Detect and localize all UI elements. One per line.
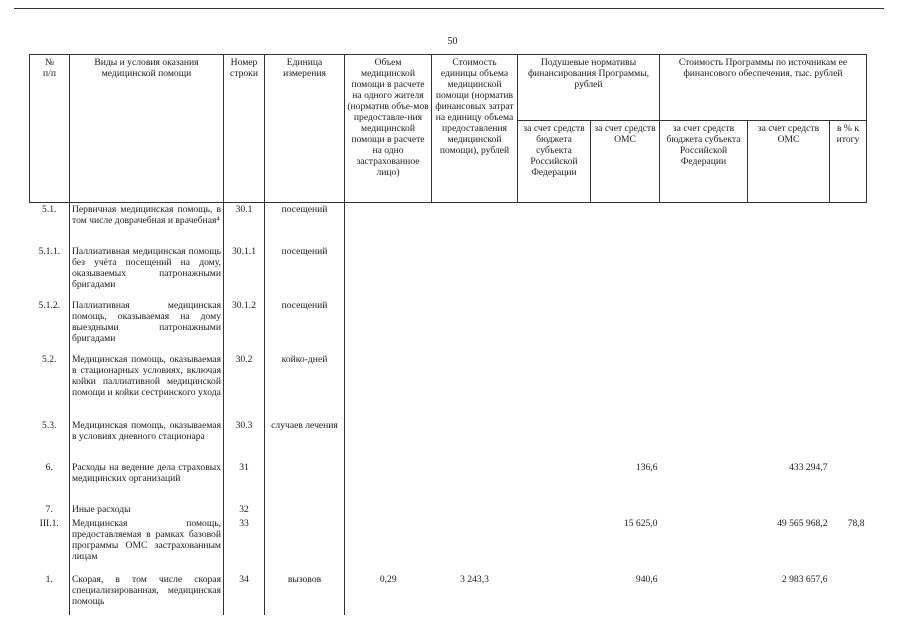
row-cost	[432, 461, 518, 503]
top-rule	[14, 8, 884, 9]
row-volume	[345, 517, 432, 573]
row-unit: посещений	[265, 203, 345, 245]
row-cost-oms: 49 565 968,2	[777, 517, 828, 529]
header-sub-norm-oms: за счет средств ОМС	[591, 121, 660, 203]
header-sub-cost-budget: за счет средств бюджета субъекта Российской Федерации	[660, 121, 748, 203]
row-cost-budget	[660, 353, 748, 419]
row-pct	[830, 299, 867, 353]
header-unit: Единица измерения	[265, 55, 345, 203]
row-cost-oms: 433 294,7	[789, 461, 828, 473]
row-pct	[830, 245, 867, 299]
program-cost-table	[29, 54, 867, 615]
row-cost-oms	[748, 245, 830, 299]
header-sub-norm-budget: за счет средств бюджета субъекта Российской Федерации	[518, 121, 591, 203]
row-norm-oms: 15 625,0	[623, 517, 658, 529]
row-volume: 0,29	[345, 573, 432, 615]
row-num: 5.1.2.	[38, 299, 61, 311]
row-norm-oms	[591, 299, 660, 353]
row-num: 5.3.	[42, 419, 57, 431]
row-cost	[432, 245, 518, 299]
row-cost: 3 243,3	[460, 573, 489, 585]
table-row	[30, 517, 867, 573]
row-cost	[432, 503, 518, 517]
row-cost-oms	[748, 353, 830, 419]
header-kind: Виды и условия оказания медицинской помощи	[70, 55, 224, 203]
row-volume	[345, 353, 432, 419]
row-num: 5.1.1.	[38, 245, 61, 257]
row-num: 1.	[45, 573, 53, 585]
row-volume	[345, 461, 432, 503]
row-unit: посещений	[265, 299, 345, 353]
row-norm-oms: 136,6	[635, 461, 658, 473]
row-cost-budget	[660, 573, 748, 615]
row-line: 33	[224, 517, 265, 573]
row-norm-budget	[518, 517, 591, 573]
row-cost-budget	[660, 299, 748, 353]
row-cost-oms: 2 983 657,6	[781, 573, 828, 585]
row-cost-budget	[660, 503, 748, 517]
row-kind: Иные расходы	[70, 503, 224, 517]
row-cost-budget	[660, 203, 748, 245]
row-norm-oms	[591, 245, 660, 299]
table-row	[30, 203, 867, 245]
row-num: III.1.	[39, 517, 59, 529]
row-norm-budget	[518, 203, 591, 245]
row-norm-budget	[518, 353, 591, 419]
row-volume	[345, 203, 432, 245]
table-row	[30, 299, 867, 353]
row-num: 6.	[45, 461, 53, 473]
row-pct	[830, 461, 867, 503]
row-cost	[432, 299, 518, 353]
row-line: 31	[224, 461, 265, 503]
row-unit: койко-дней	[265, 353, 345, 419]
table-row	[30, 419, 867, 461]
row-norm-oms	[591, 203, 660, 245]
row-norm-oms	[591, 503, 660, 517]
row-cost-budget	[660, 461, 748, 503]
row-num: 5.1.	[42, 204, 57, 215]
row-pct	[830, 353, 867, 419]
row-kind: Расходы на ведение дела страховых медицинских организаций	[70, 461, 224, 503]
row-line: 30.2	[224, 353, 265, 419]
row-norm-budget	[518, 245, 591, 299]
row-kind: Медицинская помощь, оказываемая в условиях дневного стационара	[70, 419, 224, 461]
row-cost-oms	[748, 419, 830, 461]
row-cost	[432, 353, 518, 419]
header-volume: Объем медицинской помощи в расчете на одного жителя (норматив объе-мов предоставле-ния медицинской помощи в расчете на одно застрахованное лицо)	[345, 55, 432, 203]
row-line: 30.3	[224, 419, 265, 461]
row-norm-oms	[591, 419, 660, 461]
header-line: Номер строки	[224, 55, 265, 203]
row-unit	[265, 517, 345, 573]
table-row	[30, 503, 867, 517]
row-line: 32	[224, 503, 265, 517]
header-group-cost: Стоимость Программы по источникам ее финансового обеспечения, тыс. рублей	[660, 55, 867, 121]
row-line: 30.1.2	[224, 299, 265, 353]
row-cost-oms	[748, 299, 830, 353]
row-norm-budget	[518, 299, 591, 353]
row-kind: Паллиативная медицинская помощь, оказываемая на дому выездными патронажными бригадами	[70, 299, 224, 353]
row-unit: посещений	[265, 245, 345, 299]
row-unit: случаев лечения	[265, 419, 345, 461]
row-cost-oms	[748, 503, 830, 517]
table-row	[30, 245, 867, 299]
header-group-norm: Подушевые нормативы финансирования Программы, рублей	[518, 55, 660, 121]
row-unit	[265, 503, 345, 517]
row-cost-budget	[660, 245, 748, 299]
row-line: 30.1.1	[224, 245, 265, 299]
row-volume	[345, 245, 432, 299]
row-volume	[345, 419, 432, 461]
row-cost-budget	[660, 517, 748, 573]
row-line: 30.1	[224, 203, 265, 245]
row-kind: Медицинская помощь, предоставляемая в рамках базовой программы ОМС застрахованным лицам	[70, 517, 224, 573]
table-row	[30, 461, 867, 503]
row-pct	[830, 503, 867, 517]
header-sub-cost-oms: за счет средств ОМС	[748, 121, 830, 203]
row-cost-oms	[748, 203, 830, 245]
header-cost: Стоимость единицы объема медицинской помощи (норматив финансовых затрат на единицу объема предоставления медицинской помощи), рублей	[432, 55, 518, 203]
row-pct	[830, 203, 867, 245]
row-cost	[432, 419, 518, 461]
header-num: № п/п	[30, 55, 70, 203]
row-pct: 78,8	[847, 517, 865, 529]
row-volume	[345, 299, 432, 353]
header-sub-cost-pct: в % к итогу	[830, 121, 867, 203]
row-norm-oms	[591, 353, 660, 419]
row-num: 7.	[45, 503, 53, 515]
row-norm-oms: 940,6	[635, 573, 658, 585]
page-number: 50	[447, 36, 458, 47]
row-kind: Паллиативная медицинская помощь без учёта посещений на дому, оказываемых патронажными бригадами	[70, 245, 224, 299]
table-row	[30, 353, 867, 419]
row-unit: вызовов	[265, 573, 345, 615]
row-kind: Медицинская помощь, оказываемая в стационарных условиях, включая койки паллиативной медицинской помощи и койки сестринского ухода	[70, 353, 224, 419]
row-cost	[432, 517, 518, 573]
row-volume	[345, 503, 432, 517]
row-pct	[830, 419, 867, 461]
row-kind: Первичная медицинская помощь, в том числе доврачебная и врачебная⁴	[70, 203, 224, 245]
row-norm-budget	[518, 573, 591, 615]
row-unit	[265, 461, 345, 503]
row-line: 34	[224, 573, 265, 615]
row-cost	[432, 203, 518, 245]
row-pct	[830, 573, 867, 615]
row-norm-budget	[518, 461, 591, 503]
row-num: 5.2.	[42, 353, 57, 365]
row-kind: Скорая, в том числе скорая специализированная, медицинская помощь	[70, 573, 224, 615]
row-cost-budget	[660, 419, 748, 461]
table-row	[30, 573, 867, 615]
row-norm-budget	[518, 503, 591, 517]
row-norm-budget	[518, 419, 591, 461]
